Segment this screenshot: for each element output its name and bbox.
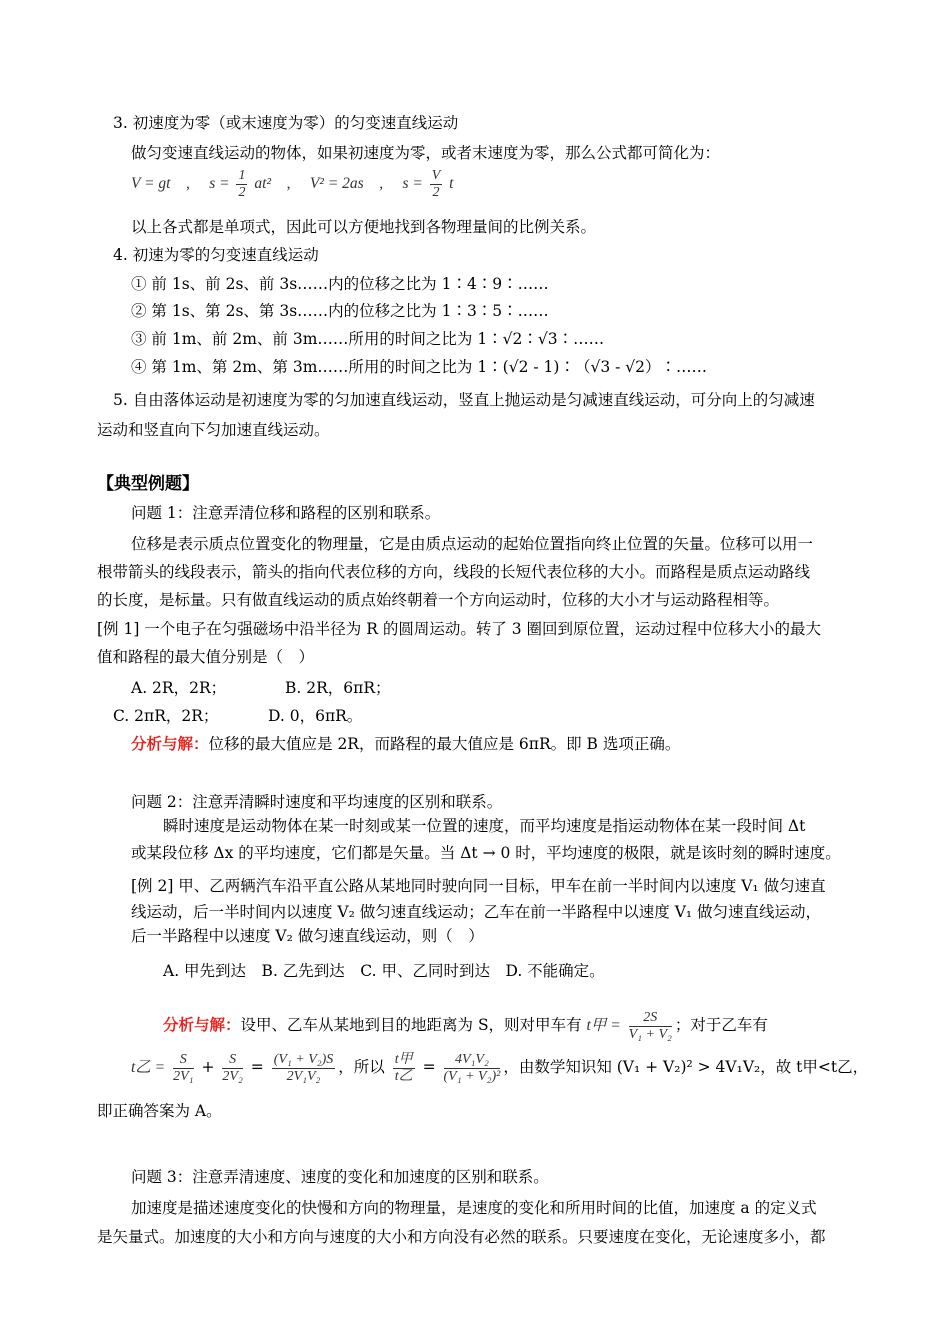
question2: 问题 2：注意弄清瞬时速度和平均速度的区别和联系。 — [131, 793, 503, 811]
para2-line2: 或某段位移 Δx 的平均速度，它们都是矢量。当 Δt → 0 时，平均速度的极限，就是该时刻的瞬时速度。 — [131, 844, 841, 862]
section3-note: 以上各式都是单项式，因此可以方便地找到各物理量间的比例关系。 — [131, 218, 597, 236]
example2-line1: [例 2] 甲、乙两辆汽车沿平直公路从某地同时驶向同一目标，甲车在前一半时间内以速度 V₁ 做匀速直 — [131, 877, 826, 895]
example1-line1: [例 1] 一个电子在匀强磁场中沿半径为 R 的圆周运动。转了 3 圈回到原位置，运动过程中位移大小的最大 — [97, 620, 822, 638]
answer1-label: 分析与解： — [131, 734, 209, 753]
example1-option-a: A. 2R，2R； — [131, 679, 227, 697]
section4-item3: ③ 前 1m、前 2m、前 3m……所用的时间之比为 1∶√2∶√3∶…… — [131, 330, 605, 348]
formula-v: V = gt — [131, 175, 171, 193]
section3-title: 3. 初速度为零（或末速度为零）的匀变速直线运动 — [113, 114, 459, 132]
formula-row: V = gt , s = $\frac{1}{2}$ at² , V² = 2as , s = $\frac{V}{2}$ t — [131, 168, 454, 200]
section3-intro: 做匀变速直线运动的物体，如果初速度为零，或者末速度为零，那么公式都可简化为： — [131, 144, 721, 162]
section4-item4: ④ 第 1m、第 2m、第 3m……所用的时间之比为 1∶(√2 - 1)∶（√3 - √2）∶…… — [131, 358, 708, 376]
formula-v2: V² = 2as — [309, 175, 364, 193]
example1-option-b: B. 2R，6πR； — [285, 679, 391, 697]
section4-item2: ② 第 1s、第 2s、第 3s……内的位移之比为 1∶3∶5∶…… — [131, 302, 549, 320]
question1: 问题 1：注意弄清位移和路程的区别和联系。 — [131, 504, 441, 522]
fraction-ratio-value: $\frac{\text{4V₁V₂}}{\text{(V₁ + V₂)²}}$ — [443, 1051, 501, 1084]
para3-line2: 是矢量式。加速度的大小和方向与速度的大小和方向没有必然的联系。只要速度在变化，无论速度多小，都 — [97, 1228, 826, 1246]
fraction-s-2v2: $\frac{S}{\text{2V₂}}$ — [222, 1051, 243, 1084]
example2-options: A. 甲先到达 B. 乙先到达 C. 甲、乙同时到达 D. 不能确定。 — [163, 962, 605, 980]
para1-line3: 的长度，是标量。只有做直线运动的质点始终朝着一个方向运动时，位移的大小才与运动路程相等。 — [97, 591, 780, 609]
answer2-label: 分析与解： — [163, 1015, 241, 1034]
fraction-v-over-2: $\frac{V}{2}$ — [431, 168, 441, 200]
para1-line1: 位移是表示质点位置变化的物理量，它是由质点运动的起始位置指向终止位置的矢量。位移可以用一 — [131, 535, 814, 553]
para1-line2: 根带箭头的线段表示，箭头的指向代表位移的方向，线段的长短代表位移的大小。而路程是质点运动路线 — [97, 563, 811, 581]
fraction-s-2v1: $\frac{S}{\text{2V₁}}$ — [173, 1051, 194, 1084]
section4-item1: ① 前 1s、前 2s、前 3s……内的位移之比为 1∶4∶9∶…… — [131, 275, 549, 293]
section5-line2: 运动和竖直向下匀加速直线运动。 — [97, 421, 330, 439]
answer2-line1: 分析与解：设甲、乙车从某地到目的地距离为 S，则对甲车有 t甲 = $\frac{2S}{\text{V₁ + V₂}}$ ；对于乙车有 — [163, 1009, 768, 1042]
para2-line1: 瞬时速度是运动物体在某一时刻或某一位置的速度，而平均速度是指运动物体在某一段时间 Δt — [163, 817, 806, 835]
formula-s2-lhs: s = — [402, 175, 423, 193]
example1-option-d: D. 0，6πR。 — [268, 707, 363, 725]
formula-s2-rhs: t — [449, 175, 454, 193]
answer1 — [131, 733, 680, 755]
answer1-text: 位移的最大值应是 2R，而路程的最大值应是 6πR。即 B 选项正确。 — [208, 735, 681, 753]
question3: 问题 3：注意弄清速度、速度的变化和加速度的区别和联系。 — [131, 1168, 549, 1186]
fraction-sum: $\frac{\text{(V₁ + V₂)S}}{\text{2V₁V₂}}$ — [273, 1051, 334, 1084]
example1-option-c: C. 2πR，2R； — [113, 707, 219, 725]
fraction-ratio: $\frac{\text{t甲}}{\text{t乙}}$ — [394, 1051, 413, 1084]
fraction-tjia: $\frac{2S}{\text{V₁ + V₂}}$ — [628, 1009, 672, 1042]
examples-heading: 【典型例题】 — [97, 474, 199, 494]
example1-line2: 值和路程的最大值分别是（ ） — [97, 648, 315, 666]
formula-s-lhs: s = — [209, 175, 230, 193]
example2-line3: 后一半路程中以速度 V₂ 做匀速直线运动，则（ ） — [131, 927, 484, 945]
section4-title: 4. 初速为零的匀变速直线运动 — [113, 246, 319, 264]
answer2-line3: 即正确答案为 A。 — [97, 1102, 222, 1120]
fraction-half: $\frac{1}{2}$ — [238, 168, 246, 200]
example2-line2: 线运动，后一半时间内以速度 V₂ 做匀速直线运动；乙车在前一半路程中以速度 V₁ 做匀速直线运动， — [131, 903, 822, 921]
para3-line1: 加速度是描述速度变化的快慢和方向的物理量，是速度的变化和所用时间的比值，加速度 a 的定义式 — [131, 1199, 817, 1217]
formula-s-rhs: at² — [254, 175, 272, 193]
section5-line1: 5. 自由落体运动是初速度为零的匀加速直线运动，竖直上抛运动是匀减速直线运动，可分向上的匀减速 — [113, 391, 815, 409]
answer2-line2: t乙 = $\frac{S}{\text{2V₁}}$ + $\frac{S}{\text{2V₂}}$ = $\frac{\text{(V₁ + V₂)S}}{\text{2V₁V₂}}$ ，所以 $\frac{\text{t甲}}{\text{t乙}}$ = $\frac{\text{4V₁V₂}}{\text{(V₁ + V₂)²}}$ ，由数学知识知 (V₁ + V₂)² > 4V₁V₂，故 t甲<t乙， — [131, 1051, 869, 1084]
